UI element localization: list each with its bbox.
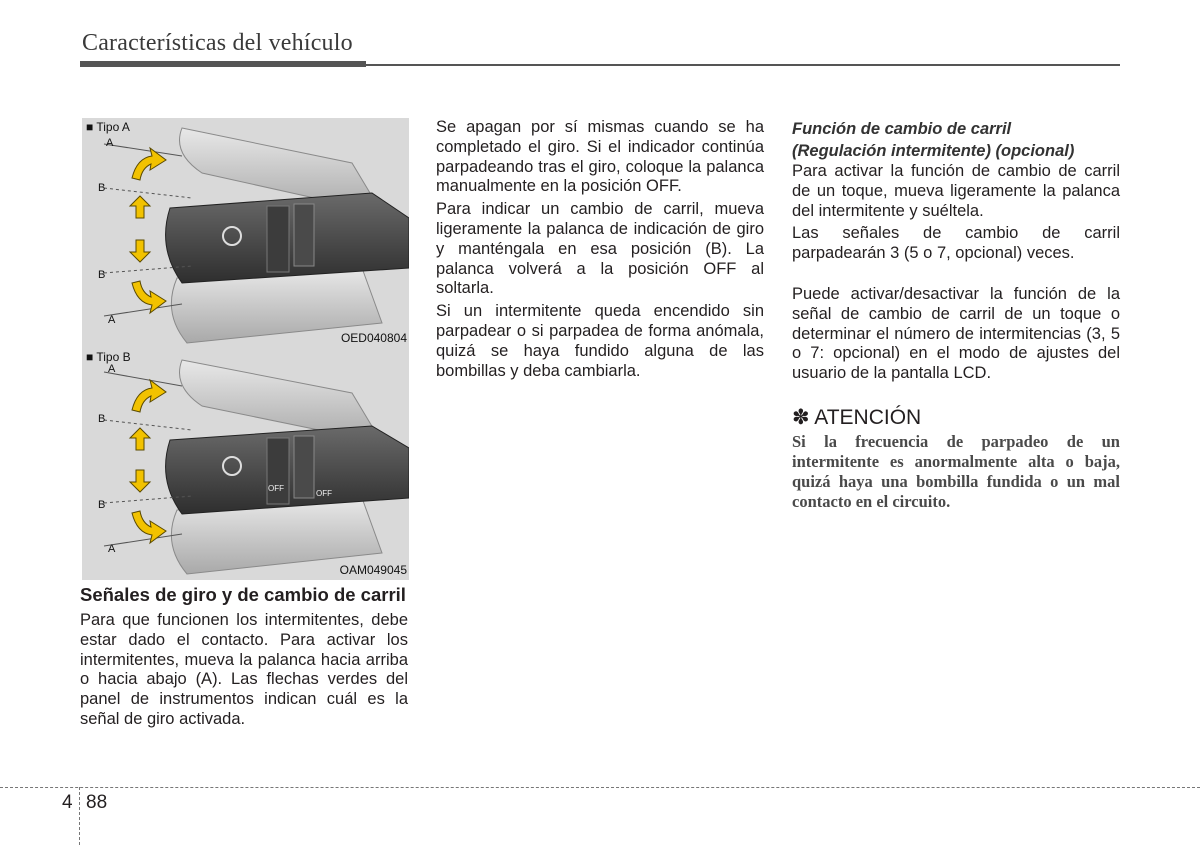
position-label-a-bottom: A	[108, 543, 116, 555]
switch-ring	[267, 438, 289, 504]
guide-line-a-upper	[104, 372, 182, 386]
switch-ring-2	[294, 436, 314, 498]
arrow-up-icon	[130, 196, 150, 218]
figure-tipo-a	[82, 118, 409, 348]
section-heading: Señales de giro y de cambio de carril	[80, 584, 406, 605]
figure-code: OAM049045	[339, 563, 407, 577]
paragraph: Se apagan por sí mismas cuando se ha completado el giro. Si el indicador continúa parpadeando tras el giro, coloque la palanca manualmente en la posición OFF.	[436, 118, 764, 196]
off-marking: OFF	[268, 484, 284, 493]
arrow-down-curved-icon	[132, 281, 166, 313]
arrow-down-curved-icon	[132, 511, 166, 543]
off-marking-2: OFF	[316, 489, 332, 498]
caution-title: ✽ ATENCIÓN	[792, 405, 922, 429]
chapter-number: 4	[62, 792, 73, 813]
column-1-text	[80, 584, 408, 730]
paragraph: Para indicar un cambio de carril, mueva ligeramente la palanca de indicación de giro y manténgala en esa posición (B). La palanca volverá a la posición OFF al soltarla.	[436, 200, 764, 298]
figure-tipo-b	[82, 348, 409, 580]
stalk-illustration-a	[82, 118, 409, 348]
position-label-b-upper: B	[98, 182, 106, 194]
paragraph: Para activar la función de cambio de carril de un toque, mueva ligeramente la palanca del intermitente y suéltela.	[792, 162, 1120, 220]
header-rule-thick	[80, 61, 366, 67]
position-label-b-lower: B	[98, 499, 106, 511]
page-header-title: Características del vehículo	[82, 30, 353, 56]
switch-ring-2	[294, 204, 314, 266]
guide-line-a-upper	[104, 144, 182, 156]
arrow-down-icon	[130, 240, 150, 262]
caution-text: Si la frecuencia de parpadeo de un intermitente es anormalmente alta o baja, quizá haya una bombilla fundida o un mal contacto en el circuito.	[792, 431, 1120, 511]
guide-line-b-upper	[104, 188, 192, 198]
position-label-b-upper: B	[98, 413, 106, 425]
stalk-illustration-b	[82, 348, 409, 580]
figure-label: ■ Tipo A	[86, 120, 130, 134]
position-label-a-bottom: A	[108, 314, 116, 326]
page-number: 88	[86, 792, 108, 813]
position-label-a-top: A	[108, 363, 116, 375]
figure-code: OED040804	[340, 331, 407, 345]
paragraph: Si un intermitente queda encendido sin parpadear o si parpadea de forma anómala, quizá se haya fundido alguna de las bombillas y deba cambiarla.	[436, 302, 764, 380]
subheading: (Regulación intermitente) (opcional)	[792, 142, 1075, 160]
spacer	[792, 267, 1120, 285]
column-3-text	[792, 118, 1120, 512]
arrow-down-icon	[130, 470, 150, 492]
switch-ring	[267, 206, 289, 272]
paragraph: Las señales de cambio de carril parpadearán 3 (5 o 7, opcional) veces.	[792, 224, 1120, 263]
footer-dashed-rule	[0, 787, 1200, 788]
position-label-a-top: A	[106, 137, 114, 149]
paragraph: Para que funcionen los intermitentes, debe estar dado el contacto. Para activar los intermitentes, mueva la palanca hacia arriba o hacia abajo (A). Las flechas verdes del panel de instrumentos indican cuál es la señal de giro activada.	[80, 611, 408, 728]
arrow-up-curved-icon	[132, 380, 166, 412]
column-2-text	[436, 118, 764, 384]
guide-line-a-lower	[104, 304, 182, 316]
header-rule-thin	[366, 64, 1120, 66]
subheading: Función de cambio de carril	[792, 120, 1012, 138]
arrow-up-icon	[130, 428, 150, 450]
figure-label: ■ Tipo B	[86, 350, 131, 364]
paragraph: Puede activar/desactivar la función de la señal de cambio de carril de un toque o determinar el número de intermitencias (3, 5 o 7: opcional) en el modo de ajustes del usuario de la pantalla LCD.	[792, 284, 1120, 383]
position-label-b-lower: B	[98, 269, 106, 281]
footer-vertical-dashed-rule	[79, 787, 80, 845]
guide-line-a-lower	[104, 534, 182, 546]
guide-line-b-upper	[104, 420, 192, 430]
